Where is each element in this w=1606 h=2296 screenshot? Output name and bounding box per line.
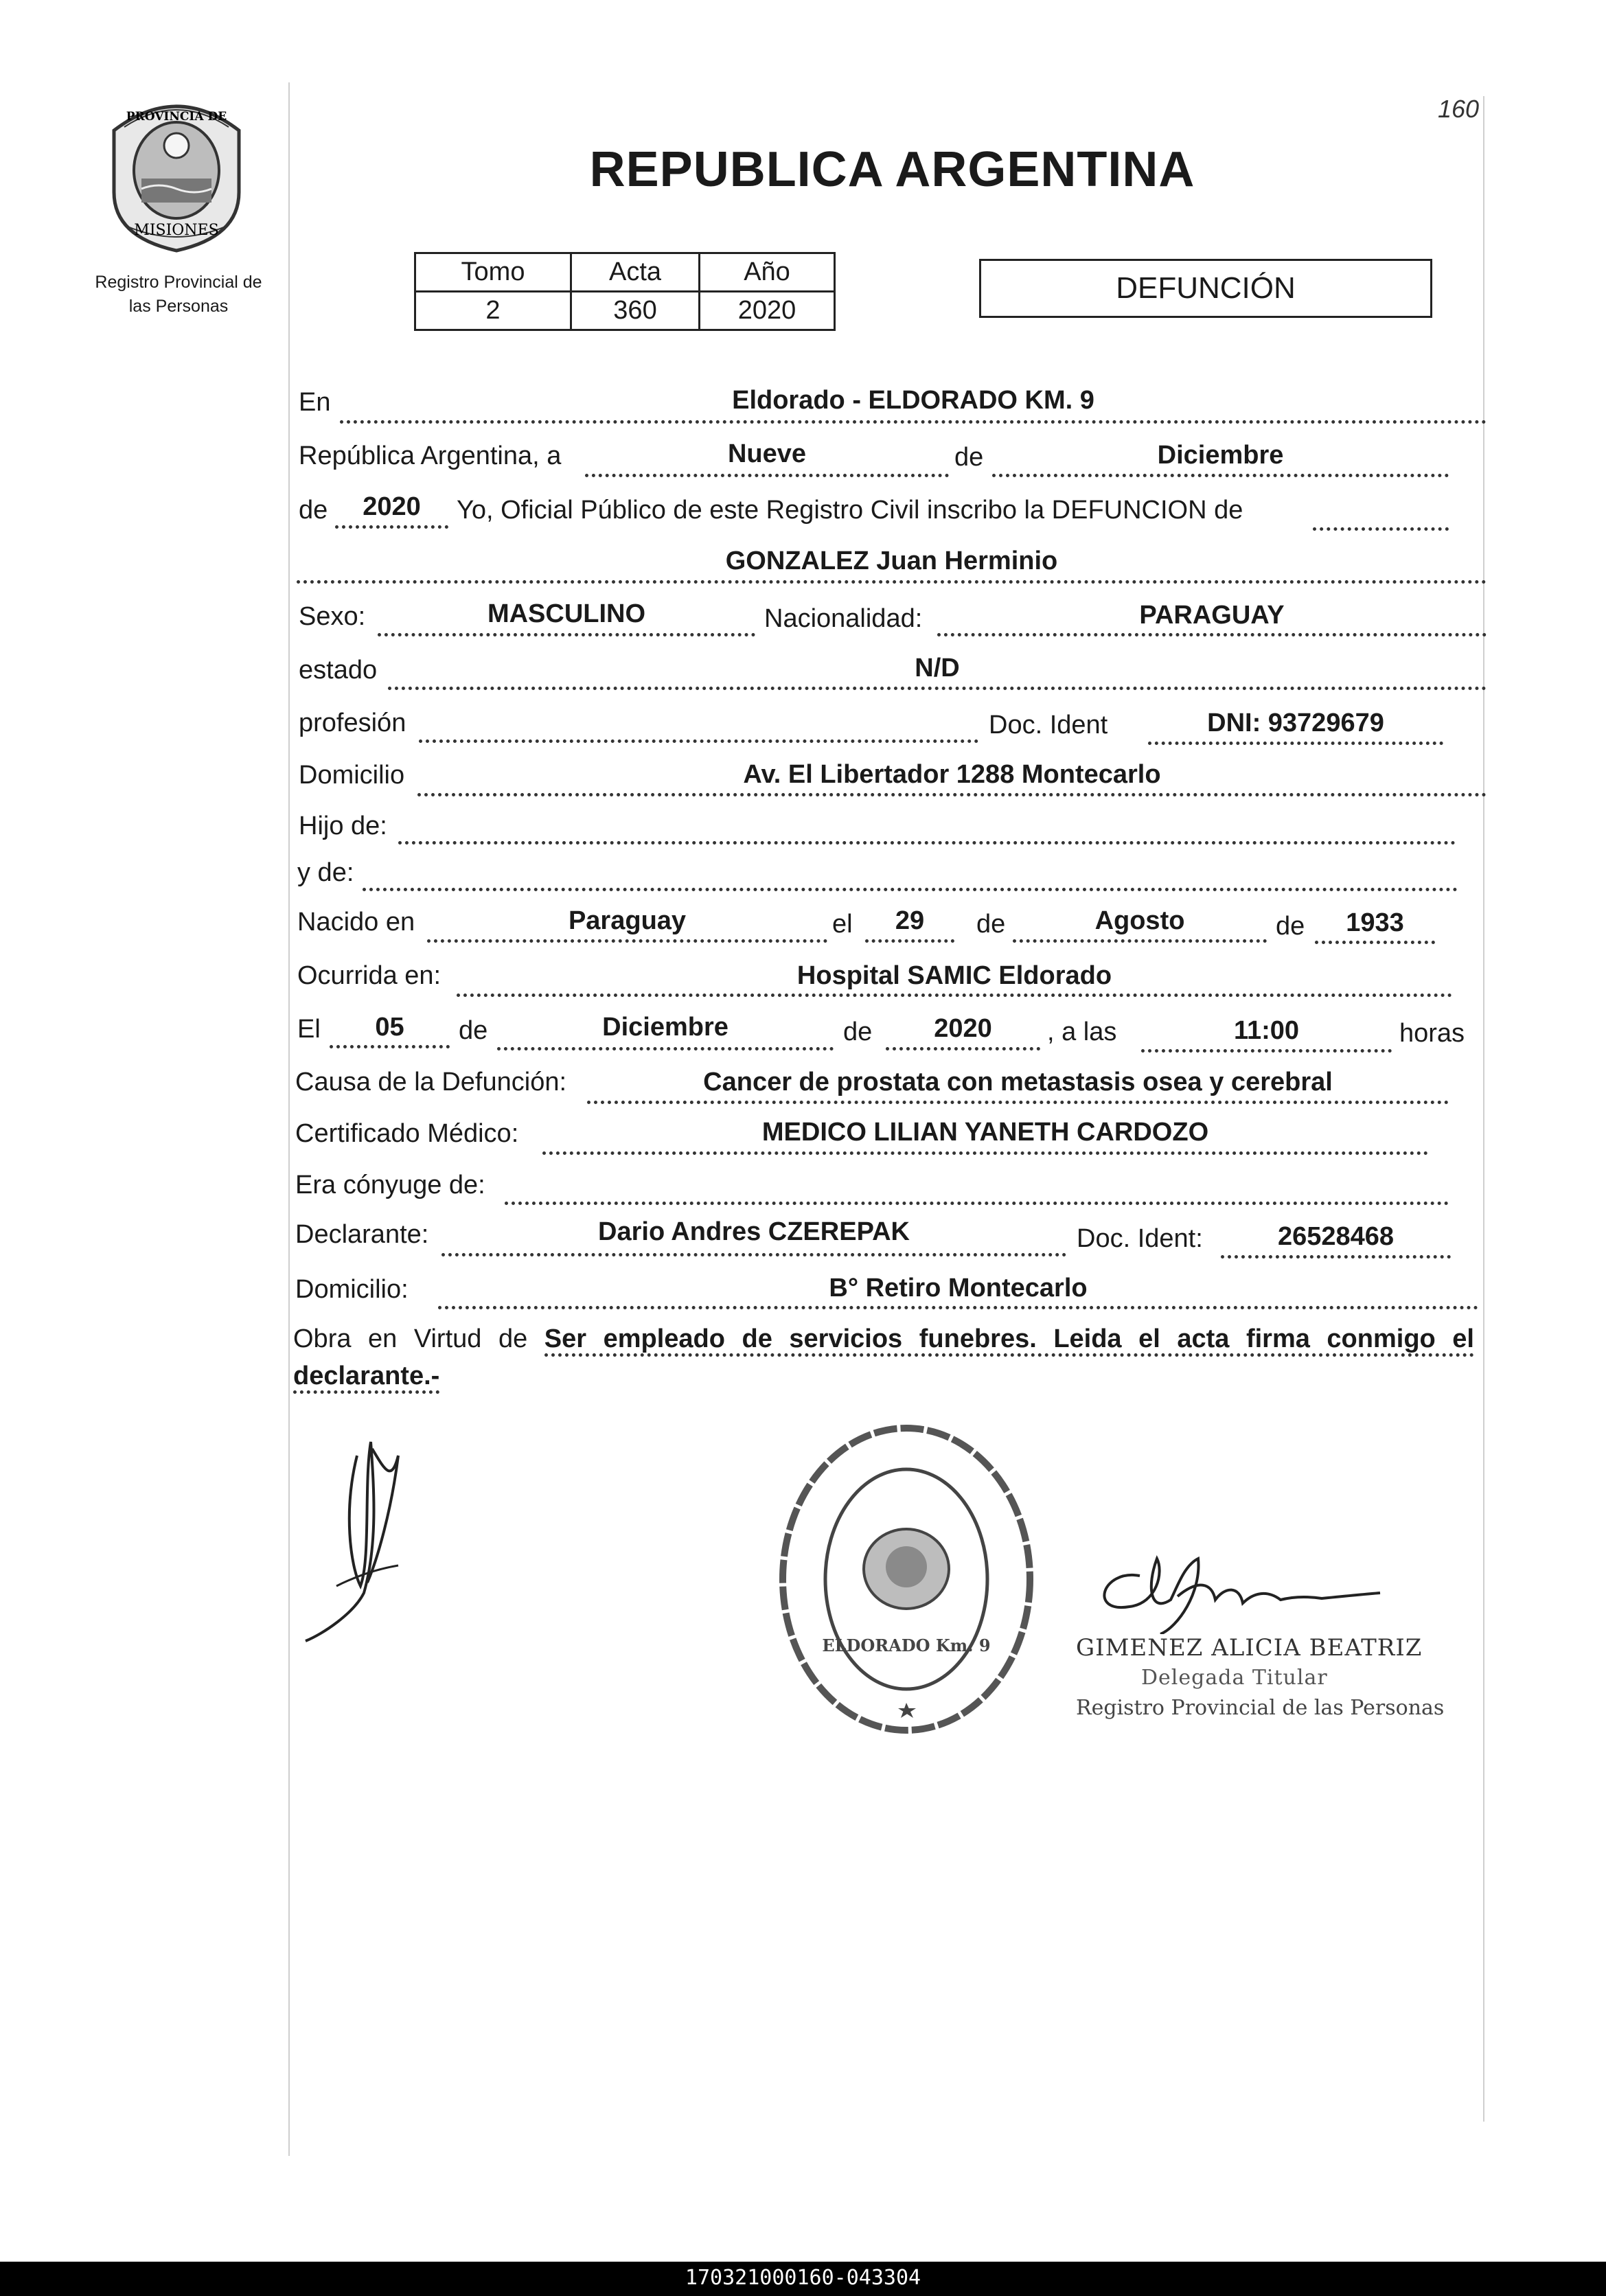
label-ocurrida-en: Ocurrida en: — [297, 961, 441, 990]
label-certificado: Certificado Médico: — [295, 1119, 519, 1148]
value-nac-mes: Agosto — [1094, 906, 1185, 935]
obra-en-virtud-paragraph — [293, 1320, 1474, 1394]
value-nacido-en: Paraguay — [568, 906, 687, 935]
meta-header-acta: Acta — [571, 253, 700, 292]
signatory-role: Delegada Titular — [1141, 1666, 1328, 1690]
document-title-text: REPUBLICA ARGENTINA — [589, 142, 1195, 197]
label-obra-en-virtud: Obra en Virtud de — [293, 1324, 528, 1353]
registry-label-line-2: las Personas — [128, 297, 229, 316]
meta-value-tomo: 2 — [415, 292, 571, 330]
value-nacionalidad: PARAGUAY — [1139, 601, 1285, 630]
document-title — [0, 141, 1606, 198]
label-hijo-de: Hijo de: — [299, 812, 387, 840]
label-de-def-mes: de — [459, 1016, 488, 1045]
field-line-def-anio — [886, 1047, 1040, 1051]
meta-header-tomo: Tomo — [415, 253, 571, 292]
value-anio-inscripcion: 2020 — [363, 492, 421, 521]
meta-value-acta: 360 — [571, 292, 700, 330]
document-type-box: DEFUNCIÓN — [979, 259, 1432, 318]
value-lugar: Eldorado - ELDORADO KM. 9 — [732, 386, 1094, 415]
label-nacionalidad: Nacionalidad: — [764, 604, 923, 633]
label-doc-ident-declarante: Doc. Ident: — [1077, 1224, 1203, 1253]
field-line-nacionalidad — [937, 633, 1487, 636]
field-line-def-hora — [1141, 1049, 1392, 1053]
label-domicilio: Domicilio — [299, 761, 405, 790]
value-ocurrida-en: Hospital SAMIC Eldorado — [796, 961, 1112, 990]
field-line-anio-inscripcion — [335, 525, 448, 529]
label-estado: estado — [299, 656, 378, 685]
registry-label-line-1: Registro Provincial de — [95, 273, 262, 292]
label-horas: horas — [1399, 1019, 1465, 1048]
value-declarante-doc: 26528468 — [1277, 1222, 1395, 1251]
label-republica-a: República Argentina, a — [299, 441, 562, 470]
field-line-mes-inscripcion — [992, 474, 1449, 477]
emblem-top-text: PROVINCIA DE — [126, 110, 227, 124]
field-line-y-de — [363, 888, 1458, 891]
value-nac-anio: 1933 — [1346, 908, 1404, 937]
value-causa: Cancer de prostata con metastasis osea y cerebral — [703, 1068, 1333, 1097]
value-mes-inscripcion: Diciembre — [1157, 441, 1284, 470]
label-a-las: , a las — [1047, 1018, 1117, 1046]
signatory-org: Registro Provincial de las Personas — [1076, 1696, 1445, 1720]
label-el-cap: El — [297, 1015, 321, 1044]
field-line-declarante-doc — [1221, 1255, 1451, 1259]
meta-header-anio: Año — [700, 253, 835, 292]
field-line-ocurrida-en — [457, 994, 1452, 997]
value-nac-dia: 29 — [895, 906, 925, 935]
value-certificado: MEDICO LILIAN YANETH CARDOZO — [761, 1118, 1209, 1147]
value-declarante: Dario Andres CZEREPAK — [598, 1217, 910, 1246]
label-de-anio: de — [299, 496, 328, 525]
label-conyuge: Era cónyuge de: — [295, 1171, 485, 1199]
value-def-anio: 2020 — [934, 1014, 992, 1043]
field-line-declarante-domicilio — [438, 1306, 1478, 1309]
field-line-defuncion-de — [1313, 527, 1449, 531]
field-line-nac-mes — [1013, 939, 1267, 943]
meta-value-anio: 2020 — [700, 292, 835, 330]
field-line-domicilio — [417, 793, 1487, 796]
footer-code: 170321000160-043304 — [685, 2266, 921, 2290]
label-causa: Causa de la Defunción: — [295, 1068, 567, 1097]
left-margin-line — [288, 82, 290, 2156]
page-number: 160 — [1438, 95, 1480, 123]
label-doc-ident: Doc. Ident — [989, 711, 1108, 739]
registry-label — [65, 271, 292, 319]
value-doc-ident: DNI: 93729679 — [1207, 709, 1384, 737]
field-line-doc-ident — [1148, 742, 1443, 745]
value-nombre: GONZALEZ Juan Herminio — [725, 547, 1058, 575]
label-profesion: profesión — [299, 709, 406, 737]
value-def-dia: 05 — [375, 1013, 404, 1042]
field-line-estado — [388, 687, 1487, 690]
field-line-dia-inscripcion — [585, 474, 949, 477]
declarant-signature — [295, 1428, 419, 1648]
field-line-nac-dia — [865, 939, 954, 943]
label-de: de — [954, 443, 984, 472]
label-el: el — [832, 910, 853, 939]
field-line-nombre — [297, 580, 1487, 584]
field-line-def-dia — [330, 1045, 450, 1048]
label-de-def-anio: de — [843, 1018, 873, 1046]
field-line-def-mes — [497, 1047, 834, 1051]
field-line-lugar — [340, 420, 1487, 424]
field-line-profesion — [419, 739, 978, 743]
value-dia-inscripcion: Nueve — [727, 439, 807, 468]
label-de-nac-mes: de — [976, 910, 1006, 939]
field-line-conyuge — [505, 1202, 1449, 1205]
emblem-bottom-text: MISIONES — [134, 222, 219, 239]
field-line-hijo-de — [398, 841, 1456, 845]
value-obra-texto: Ser empleado de servicios funebres. Leida el acta firma conmigo el declarante.- — [293, 1324, 1474, 1394]
official-stamp — [772, 1414, 1040, 1744]
label-yo-oficial: Yo, Oficial Público de este Registro Civil inscribo la DEFUNCION de — [457, 496, 1243, 525]
label-en: En — [299, 388, 331, 417]
field-line-nac-anio — [1315, 941, 1435, 944]
label-domicilio-declarante: Domicilio: — [295, 1275, 409, 1304]
label-nacido-en: Nacido en — [297, 908, 415, 937]
field-line-nacido-en — [427, 939, 827, 943]
field-line-causa — [587, 1101, 1449, 1104]
value-def-hora: 11:00 — [1233, 1016, 1300, 1045]
value-sexo: MASCULINO — [487, 599, 646, 628]
field-line-certificado — [542, 1151, 1428, 1155]
signatory-name: GIMENEZ ALICIA BEATRIZ — [1076, 1634, 1423, 1662]
value-declarante-domicilio: B° Retiro Montecarlo — [829, 1274, 1088, 1302]
value-estado: N/D — [915, 654, 960, 682]
label-declarante: Declarante: — [295, 1220, 429, 1249]
value-def-mes: Diciembre — [602, 1013, 729, 1042]
official-signature — [1075, 1538, 1397, 1634]
field-line-declarante — [441, 1253, 1066, 1256]
field-line-sexo — [378, 633, 755, 636]
stamp-text: ELDORADO Km. 9 — [822, 1635, 991, 1655]
label-de-nac-anio: de — [1276, 912, 1305, 941]
value-domicilio: Av. El Libertador 1288 Montecarlo — [743, 760, 1161, 789]
registry-meta-table — [414, 252, 836, 331]
label-sexo: Sexo: — [299, 602, 366, 631]
label-y-de: y de: — [297, 858, 354, 887]
